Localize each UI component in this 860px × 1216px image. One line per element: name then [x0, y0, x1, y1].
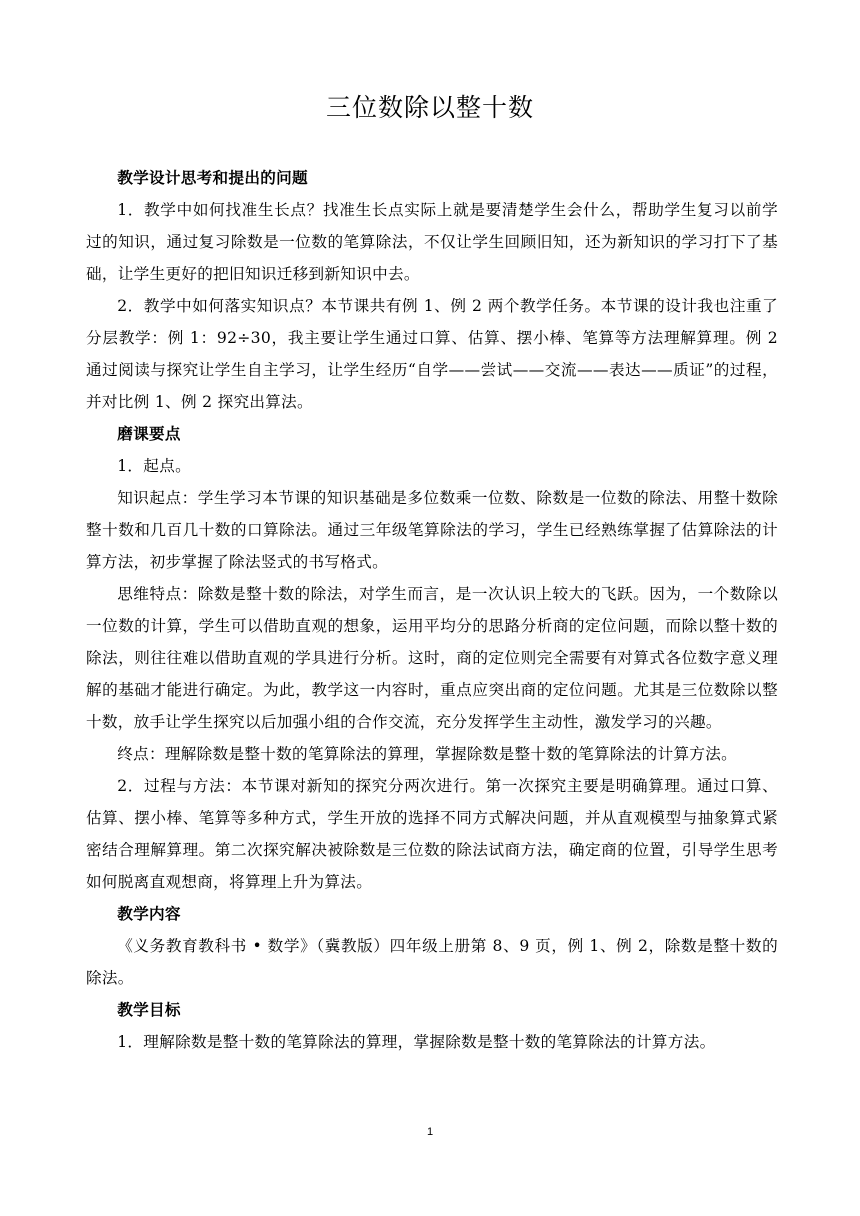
- paragraph: 2．过程与方法：本节课对新知的探究分两次进行。第一次探究主要是明确算理。通过口算、估算、摆小棒、笔算等多种方式，学生开放的选择不同方式解决问题，并从直观模型与抽象算式紧密结合理解算理。第二次探究解决被除数是三位数的除法试商方法，确定商的位置，引导学生思考如何脱离直观想商，将算理上升为算法。: [86, 777, 778, 891]
- section-heading-design-questions: 教学设计思考和提出的问题: [117, 168, 308, 187]
- paragraph: 终点：理解除数是整十数的笔算除法的算理，掌握除数是整十数的笔算除法的计算方法。: [117, 745, 738, 763]
- section-heading-teaching-content: 教学内容: [117, 904, 181, 923]
- section-heading-key-points: 磨课要点: [117, 424, 181, 443]
- paragraph: 1．起点。: [117, 457, 191, 475]
- section-heading-teaching-goals: 教学目标: [117, 1000, 181, 1019]
- paragraph: 《义务教育教科书 • 数学》（冀教版）四年级上册第 8、9 页，例 1、例 2，除数是整十数的除法。: [86, 937, 778, 987]
- paragraph: 2．教学中如何落实知识点？本节课共有例 1、例 2 两个教学任务。本节课的设计我也注重了分层教学：例 1：92÷30，我主要让学生通过口算、估算、摆小棒、笔算等方法理解算理。例 2 通过阅读与探究让学生自主学习，让学生经历“自学——尝试——交流——表达——质证”的过程，并对比例 1、例 2 探究出算法。: [86, 297, 778, 411]
- paragraph: 1．教学中如何找准生长点？找准生长点实际上就是要清楚学生会什么，帮助学生复习以前学过的知识，通过复习除数是一位数的笔算除法，不仅让学生回顾旧知，还为新知识的学习打下了基础，让学生更好的把旧知识迁移到新知识中去。: [86, 201, 778, 283]
- paragraph: 知识起点：学生学习本节课的知识基础是多位数乘一位数、除数是一位数的除法、用整十数除整十数和几百几十数的口算除法。通过三年级笔算除法的学习，学生已经熟练掌握了估算除法的计算方法，初步掌握了除法竖式的书写格式。: [86, 489, 778, 571]
- paragraph: 思维特点：除数是整十数的除法，对学生而言，是一次认识上较大的飞跃。因为，一个数除以一位数的计算，学生可以借助直观的想象，运用平均分的思路分析商的定位问题，而除以整十数的除法，则往往难以借助直观的学具进行分析。这时，商的定位则完全需要有对算式各位数字意义理解的基础才能进行确定。为此，教学这一内容时，重点应突出商的定位问题。尤其是三位数除以整十数，放手让学生探究以后加强小组的合作交流，充分发挥学生主动性，激发学习的兴趣。: [86, 585, 778, 731]
- paragraph: 1．理解除数是整十数的笔算除法的算理，掌握除数是整十数的笔算除法的计算方法。: [117, 1033, 716, 1051]
- document-body: [86, 162, 778, 1058]
- document-title: 三位数除以整十数: [325, 93, 534, 122]
- page-number: 1: [426, 1126, 434, 1138]
